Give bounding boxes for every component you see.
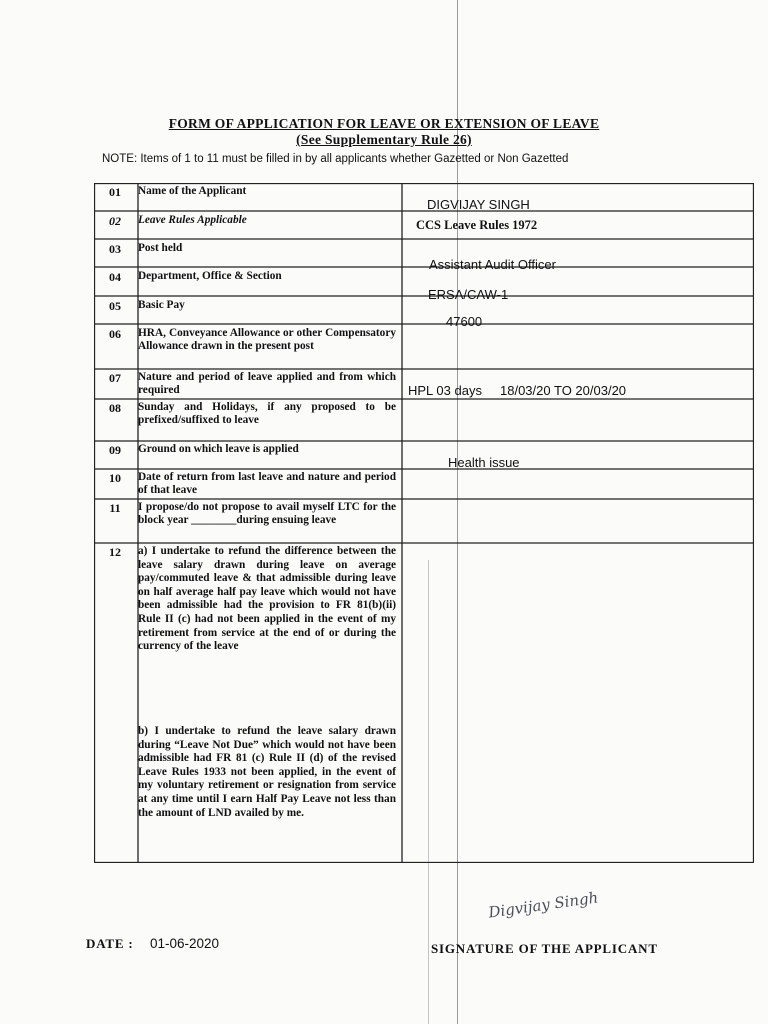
row-number: 01 bbox=[109, 185, 121, 199]
row-number: 09 bbox=[109, 443, 121, 457]
row-number: 07 bbox=[109, 371, 121, 385]
row-label-name: Name of the Applicant bbox=[138, 185, 247, 197]
row-number: 10 bbox=[109, 471, 121, 485]
undertaking-a: a) I undertake to refund the difference between the leave salary drawn during leave on average pay/commuted leave & that admissible during leave on half average half pay leave which would not have been admissible had the provision to FR 81(b)(ii) Rule II (c) had not been applied in the event of my retirement from service at the end of or during the currency of the leave bbox=[138, 545, 396, 653]
leave-form-table bbox=[94, 183, 754, 863]
basic-pay-value: 47600 bbox=[446, 314, 483, 329]
row-number: 08 bbox=[109, 401, 121, 415]
form-title-line-1: FORM OF APPLICATION FOR LEAVE OR EXTENSION OF LEAVE bbox=[168, 116, 600, 131]
row-number: 03 bbox=[109, 242, 121, 256]
row-label-last-leave: Date of return from last leave and nature and period of that leave bbox=[138, 471, 396, 496]
form-title-line-2: (See Supplementary Rule 26) bbox=[296, 132, 472, 147]
row-number: 02 bbox=[109, 214, 121, 228]
department-value: ERSA/CAW-1 bbox=[428, 287, 509, 302]
row-label-leave-rules: Leave Rules Applicable bbox=[138, 214, 247, 226]
row-number: 06 bbox=[109, 327, 121, 341]
applicant-name-value: DIGVIJAY SINGH bbox=[427, 197, 530, 212]
date-value: 01-06-2020 bbox=[150, 936, 220, 951]
row-number: 11 bbox=[109, 501, 121, 515]
row-number: 12 bbox=[109, 545, 121, 559]
form-title bbox=[0, 116, 768, 148]
form-note: NOTE: Items of 1 to 11 must be filled in by all applicants whether Gazetted or Non Gazetted bbox=[102, 153, 569, 165]
row-label-ltc: I propose/do not propose to avail myself LTC for the block year ________during ensuing leave bbox=[138, 501, 396, 526]
row-label-holidays: Sunday and Holidays, if any proposed to be prefixed/suffixed to leave bbox=[138, 401, 396, 426]
leave-nature-period-value: HPL 03 days 18/03/20 TO 20/03/20 bbox=[408, 383, 627, 398]
row-label-basic-pay: Basic Pay bbox=[138, 299, 185, 311]
row-label-department: Department, Office & Section bbox=[138, 270, 282, 282]
row-number: 04 bbox=[109, 270, 121, 284]
date-label: DATE : bbox=[86, 936, 134, 951]
post-held-value: Assistant Audit Officer bbox=[429, 257, 556, 272]
row-label-nature-period: Nature and period of leave applied and from which required bbox=[138, 371, 396, 396]
row-label-allowances: HRA, Conveyance Allowance or other Compensatory Allowance drawn in the present post bbox=[138, 327, 396, 352]
row-label-ground: Ground on which leave is applied bbox=[138, 443, 299, 455]
ground-value: Health issue bbox=[448, 455, 520, 470]
undertaking-b: b) I undertake to refund the leave salary drawn during “Leave Not Due” which would not have been admissible had FR 81 (c) Rule II (d) of the revised Leave Rules 1933 not been applied, in the event of my voluntary retirement or resignation from service at any time until I earn Half Pay Leave not less than the amount of LND availed by me. bbox=[138, 725, 396, 819]
leave-rules-value: CCS Leave Rules 1972 bbox=[416, 218, 538, 232]
row-number: 05 bbox=[109, 299, 121, 313]
row-label-post: Post held bbox=[138, 242, 183, 254]
applicant-signature: Digvijay Singh bbox=[487, 888, 600, 922]
signature-label: SIGNATURE OF THE APPLICANT bbox=[431, 941, 658, 956]
